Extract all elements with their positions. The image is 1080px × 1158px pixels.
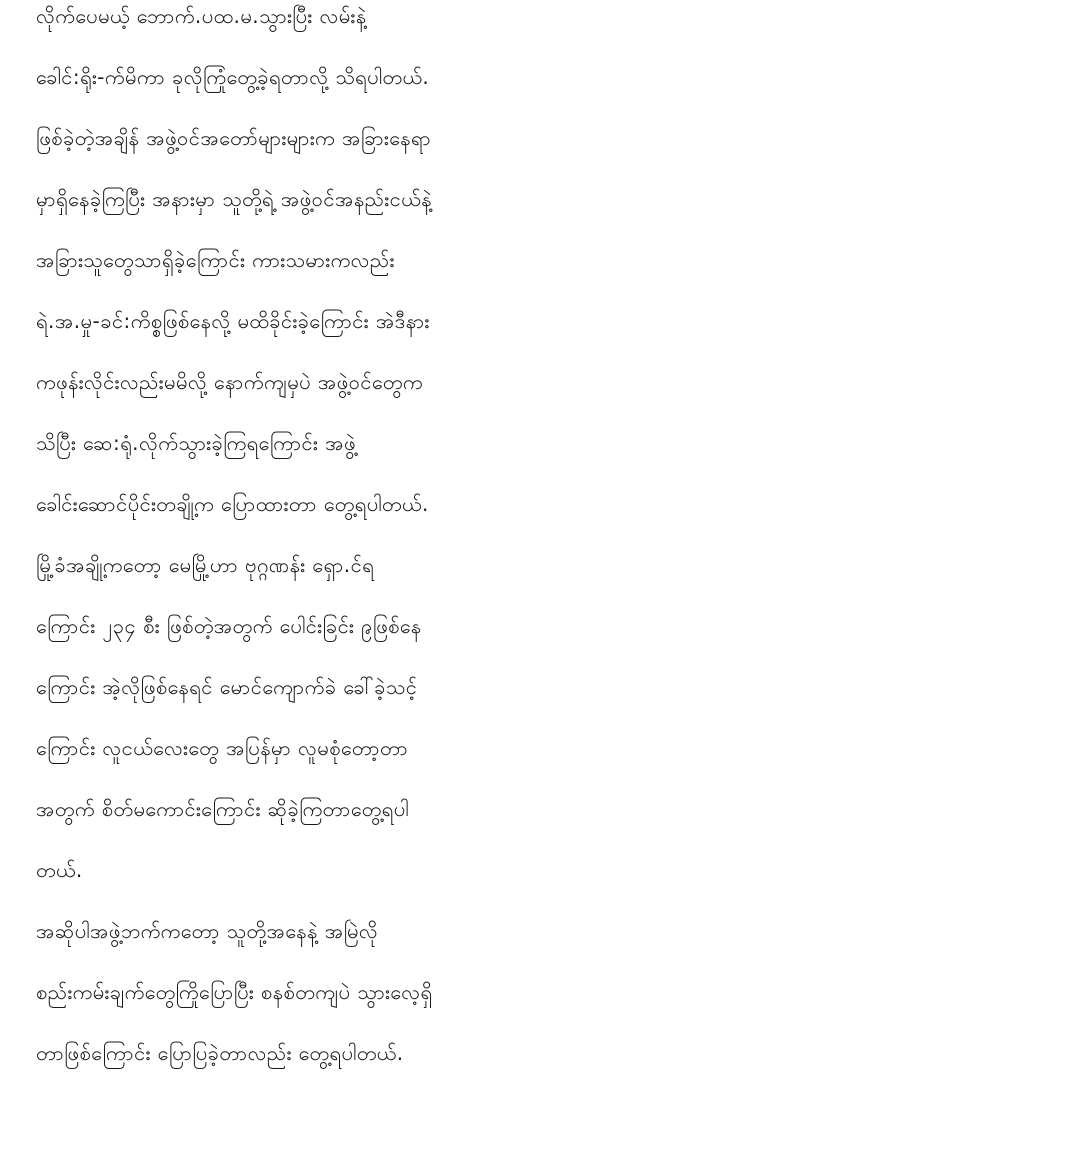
text-line: တာဖြစ်ကြောင်း ပြောပြခဲ့တာလည်း တွေ့ရပါတယ်. [36,1041,404,1065]
text-line: ခေါင်းဆောင်ပိုင်းတချို့က ပြောထားတာ တွေ့ရပါတယ်. [36,492,429,516]
text-line: ရဲ.အ.မှု-ခင်:ကိစ္စဖြစ်နေလို့ မထိခိုင်းခဲ့ကြောင်း အဲဒီနား [36,309,430,333]
text-line: အခြားသူတွေသာရှိခဲ့ကြောင်း ကားသမားကလည်း [36,248,395,272]
text-line: တယ်. [36,858,83,882]
text-line: စည်းကမ်းချက်တွေကြိုပြောပြီး စနစ်တကျပဲ သွားလေ့ရှိ [36,980,433,1004]
text-line: အတွက် စိတ်မကောင်းကြောင်း ဆိုခဲ့ကြတာတွေ့ရပါ [36,797,410,821]
text-line: ကြောင်း ၂၃၄ စီး ဖြစ်တဲ့အတွက် ပေါင်းခြင်း ၉ဖြစ်နေ [36,614,422,638]
text-line: ကြောင်း အဲ့လိုဖြစ်နေရင် မောင်ကျောက်ခဲ ခေါ်ခဲ့သင့် [36,675,418,699]
text-line: ဖြစ်ခဲ့တဲ့အချိန် အဖွဲ့ဝင်အတော်များများက အခြားနေရာ [36,126,432,150]
text-line: မြို့ခံအချို့ကတော့ မေမြို့ဟာ ဗုဂ္ဂဏန်း ရှော.င်ရ [36,553,375,577]
text-line: သိပြီး ဆေ:ရုံ.လိုက်သွားခဲ့ကြရကြောင်း အဖွဲ့ [36,431,356,455]
text-line: ကဖုန်းလိုင်းလည်းမမိလို့ နောက်ကျမှပဲ အဖွဲ့ဝင်တွေက [36,370,423,394]
text-line: မှာရှိနေခဲ့ကြပြီး အနားမှာ သူတို့ရဲ့ အဖွဲ့ဝင်အနည်းငယ်နဲ့ [36,187,432,211]
text-line: ကြောင်း လူငယ်လေးတွေ အပြန်မှာ လူမစုံတော့တာ [36,736,409,760]
text-line: အဆိုပါအဖွဲ့ဘက်ကတော့ သူတို့အနေနဲ့ အမြဲလို [36,919,379,943]
article-text [36,0,1056,1084]
text-line: လိုက်ပေမယ့် ဘောက်.ပထ.မ.သွားပြီး လမ်းနဲ့ [36,4,367,28]
text-line: ခေါင်:ရိုး-က်မိကာ ခုလိုကြုံတွေ့ခဲ့ရတာလို့ သိရပါတယ်. [36,65,430,89]
